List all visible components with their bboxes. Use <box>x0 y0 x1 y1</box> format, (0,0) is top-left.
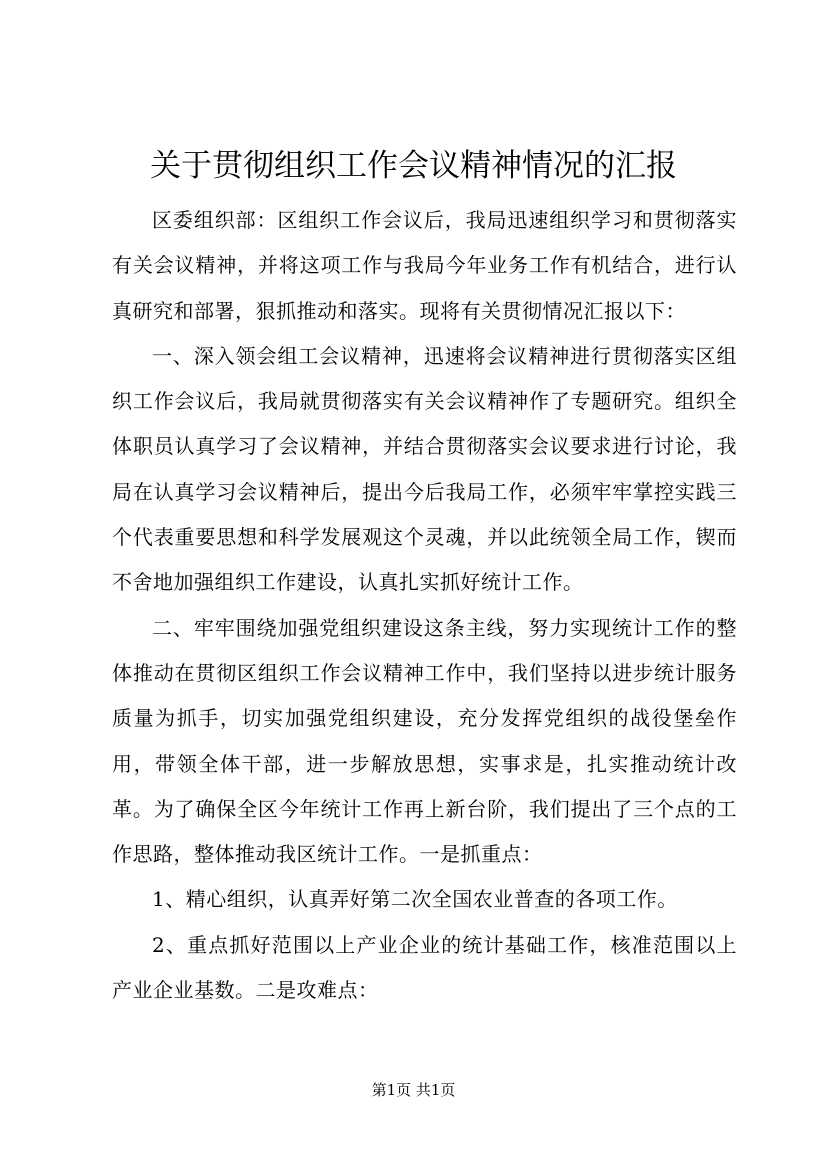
document-title: 关于贯彻组织工作会议精神情况的汇报 <box>150 148 677 184</box>
paragraph-section-one: 一、深入领会组工会议精神，迅速将会议精神进行贯彻落实区组织工作会议后，我局就贯彻落实有关会议精神作了专题研究。组织全体职员认真学习了会议精神，并结合贯彻落实会议要求进行讨论，我局在认真学习会议精神后，提出今后我局工作，必须牢牢掌控实践三个代表重要思想和科学发展观这个灵魂，并以此统领全局工作，锲而不舍地加强组织工作建设，认真扎实抓好统计工作。 <box>112 343 737 595</box>
paragraph-item-two: 2、重点抓好范围以上产业企业的统计基础工作，核准范围以上产业企业基数。二是攻难点： <box>112 932 737 1003</box>
document-body <box>112 198 737 1013</box>
paragraph-item-one: 1、精心组织，认真弄好第二次全国农业普查的各项工作。 <box>152 887 678 912</box>
paragraph-section-two: 二、牢牢围绕加强党组织建设这条主线，努力实现统计工作的整体推动在贯彻区组织工作会议精神工作中，我们坚持以进步统计服务质量为抓手，切实加强党组织建设，充分发挥党组织的战役堡垒作用，带领全体干部，进一步解放思想，实事求是，扎实推动统计改革。为了确保全区今年统计工作再上新台阶，我们提出了三个点的工作思路，整体推动我区统计工作。一是抓重点： <box>112 615 737 867</box>
page-number-footer: 第1页 共1页 <box>371 1081 456 1099</box>
paragraph-intro: 区委组织部：区组织工作会议后，我局迅速组织学习和贯彻落实有关会议精神，并将这项工作与我局今年业务工作有机结合，进行认真研究和部署，狠抓推动和落实。现将有关贯彻情况汇报以下： <box>112 208 737 323</box>
